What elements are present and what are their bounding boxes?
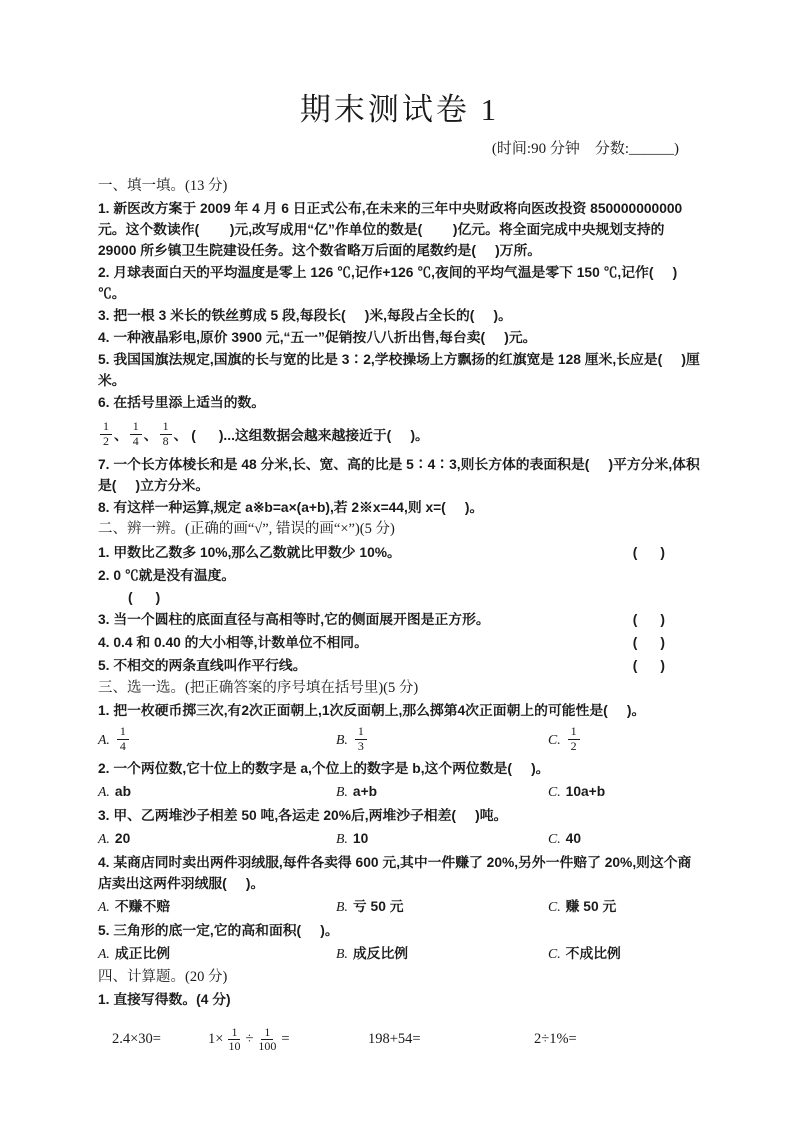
option-label: C. [548,899,561,914]
mc-q1-option-c [548,725,701,752]
section-multiple-choice-heading: 三、选一选。(把正确答案的序号填在括号里)(5 分) [98,680,419,696]
option-label: B. [336,731,348,747]
tf-item-5-answer-bracket: ( ) [632,658,665,673]
section-multiple-choice [98,678,701,964]
mc-q4-option-c [548,896,701,917]
mc-q4-text: 4. 某商店同时卖出两件羽绒服,每件各卖得 600 元,其中一件赚了 20%,另外一件赔了 20%,则这个商店卖出这两件羽绒服( )。 [98,855,692,891]
sequence-separator: 、 [114,428,128,443]
mc-q3-option-a [98,828,336,849]
calc-e2-fraction-1: $\frac{1}{10}$ [228,1025,241,1054]
mc-q4-option-a [98,896,336,917]
fraction-one-eighth: $\frac{1}{8}$ [160,420,172,447]
fill-in-q3: 3. 把一根 3 米长的铁丝剪成 5 段,每段长( )米,每段占全长的( )。 [98,308,512,323]
calc-e2-operator: ÷ [245,1031,254,1048]
mc-q5-options [98,943,701,964]
mc-q1-option-a [98,725,336,752]
option-label: B. [336,831,348,846]
tf-item-2-text: 2. 0 ℃就是没有温度。 [98,568,236,583]
tf-item-1 [98,541,701,564]
option-label: B. [336,784,348,799]
tf-item-5 [98,654,701,677]
fill-in-q7: 7. 一个长方体棱长和是 48 分米,长、宽、高的比是 5∶4∶3,则长方体的表面积是( )平方分米,体积是( )立方分米。 [98,457,700,493]
option-text: 成正比例 [114,946,171,961]
option-fraction: $\frac{1}{3}$ [355,725,367,752]
option-text: 10a+b [565,784,606,799]
mc-q3-options [98,828,701,849]
mc-q5-option-a [98,943,336,964]
section-calculation [98,967,701,1053]
calc-e2-fraction-2: $\frac{1}{100}$ [258,1025,277,1054]
mc-q2-option-a [98,781,336,802]
tf-item-4-text: 4. 0.4 和 0.40 的大小相等,计数单位不相同。 [98,635,368,650]
section-calculation-heading: 四、计算题。(20 分) [98,969,228,985]
mc-q4-options [98,896,701,917]
option-label: A. [98,831,110,846]
section-fill-in-heading: 一、填一填。(13 分) [98,178,228,194]
mc-q2-options [98,781,701,802]
option-text: 20 [114,831,131,846]
option-label: C. [548,731,561,747]
mc-q2-option-b [336,781,548,802]
calc-expression-2 [208,1026,368,1053]
calc-e2-prefix: 1× [208,1031,224,1048]
fill-in-q1: 1. 新医改方案于 2009 年 4 月 6 日正式公布,在未来的三年中央财政将向医改投资 850000000000 元。这个数读作( )元,改写成用“亿”作单位的数是( )亿元。将全面完成中央规划支持的 29000 所乡镇卫生院建设任务。这个数省略万后面的尾数约是( )万所。 [98,201,687,258]
fill-in-q2: 2. 月球表面白天的平均温度是零上 126 ℃,记作+126 ℃,夜间的平均气温是零下 150 ℃,记作( )℃。 [98,265,678,301]
option-label: B. [336,899,348,914]
sequence-separator: 、 [143,428,158,443]
tf-item-4-answer-bracket: ( ) [632,635,665,650]
mc-q4-option-b [336,896,548,917]
calc-expressions-row [98,1026,701,1053]
calc-sub-heading: 1. 直接写得数。(4 分) [98,992,231,1007]
option-label: B. [336,946,348,961]
fraction-one-quarter: $\frac{1}{4}$ [130,420,142,447]
mc-q1-option-b [336,725,548,752]
fill-in-q6-sequence [98,419,701,449]
tf-item-1-answer-bracket: ( ) [632,545,665,560]
tf-item-5-text: 5. 不相交的两条直线叫作平行线。 [98,658,307,673]
tf-item-1-text: 1. 甲数比乙数多 10%,那么乙数就比甲数少 10%。 [98,545,401,560]
option-text: ab [114,784,131,799]
section-fill-in [98,176,701,518]
time-score-line: (时间:90 分钟 分数:______) [491,141,679,157]
option-text: 不赚不赔 [114,899,171,914]
fill-in-q6: 6. 在括号里添上适当的数。 [98,395,266,410]
option-label: A. [98,899,110,914]
fill-in-q8: 8. 有这样一种运算,规定 a※b=a×(a+b),若 2※x=44,则 x=( )。 [98,500,484,515]
mc-q5-option-b [336,943,548,964]
section-true-false-heading: 二、辨一辨。(正确的画“√”, 错误的画“×”)(5 分) [98,521,395,537]
sequence-tail-text: ( )...这组数据会越来越接近于( )。 [187,428,429,443]
tf-item-3 [98,608,701,631]
option-text: a+b [352,784,378,799]
sequence-separator: 、 [173,428,188,443]
tf-item-4 [98,631,701,654]
tf-item-2-answer-bracket: ( ) [128,590,161,605]
mc-q3-text: 3. 甲、乙两堆沙子相差 50 吨,各运走 20%后,两堆沙子相差( )吨。 [98,808,508,823]
option-text: 不成比例 [565,946,621,961]
option-label: C. [548,784,561,799]
fill-in-q5: 5. 我国国旗法规定,国旗的长与宽的比是 3∶2,学校操场上方飘扬的红旗宽是 128 厘米,长应是( )厘米。 [98,352,700,388]
option-label: A. [98,731,110,747]
mc-q3-option-c [548,828,701,849]
mc-q1-options [98,723,701,755]
page-title: 期末测试卷 1 [299,92,500,127]
option-text: 40 [565,831,582,846]
mc-q3-option-b [336,828,548,849]
section-true-false [98,519,701,677]
option-label: C. [548,946,561,961]
mc-q1-text: 1. 把一枚硬币掷三次,有2次正面朝上,1次反面朝上,那么掷第4次正面朝上的可能性是( )。 [98,703,646,718]
calc-e2-equals: = [281,1031,290,1048]
calc-expression-3: 198+54= [368,1031,421,1048]
option-fraction: $\frac{1}{4}$ [117,725,129,752]
mc-q5-option-c [548,943,701,964]
tf-item-3-text: 3. 当一个圆柱的底面直径与高相等时,它的侧面展开图是正方形。 [98,612,490,627]
option-label: A. [98,946,110,961]
option-text: 成反比例 [352,946,409,961]
calc-expression-1: 2.4×30= [112,1031,161,1048]
option-text: 赚 50 元 [565,899,617,914]
fraction-one-half: $\frac{1}{2}$ [100,420,112,447]
calc-expression-4: 2÷1%= [534,1031,577,1048]
option-label: C. [548,831,561,846]
option-label: A. [98,784,110,799]
fill-in-q4: 4. 一种液晶彩电,原价 3900 元,“五一”促销按八八折出售,每台卖( )元。 [98,330,537,345]
mc-q2-text: 2. 一个两位数,它十位上的数字是 a,个位上的数字是 b,这个两位数是( )。 [98,761,550,776]
tf-item-3-answer-bracket: ( ) [632,612,665,627]
mc-q2-option-c [548,781,701,802]
tf-item-2 [98,564,701,587]
option-text: 亏 50 元 [352,899,404,914]
mc-q5-text: 5. 三角形的底一定,它的高和面积( )。 [98,923,339,938]
option-fraction: $\frac{1}{2}$ [568,725,580,752]
option-text: 10 [352,831,369,846]
